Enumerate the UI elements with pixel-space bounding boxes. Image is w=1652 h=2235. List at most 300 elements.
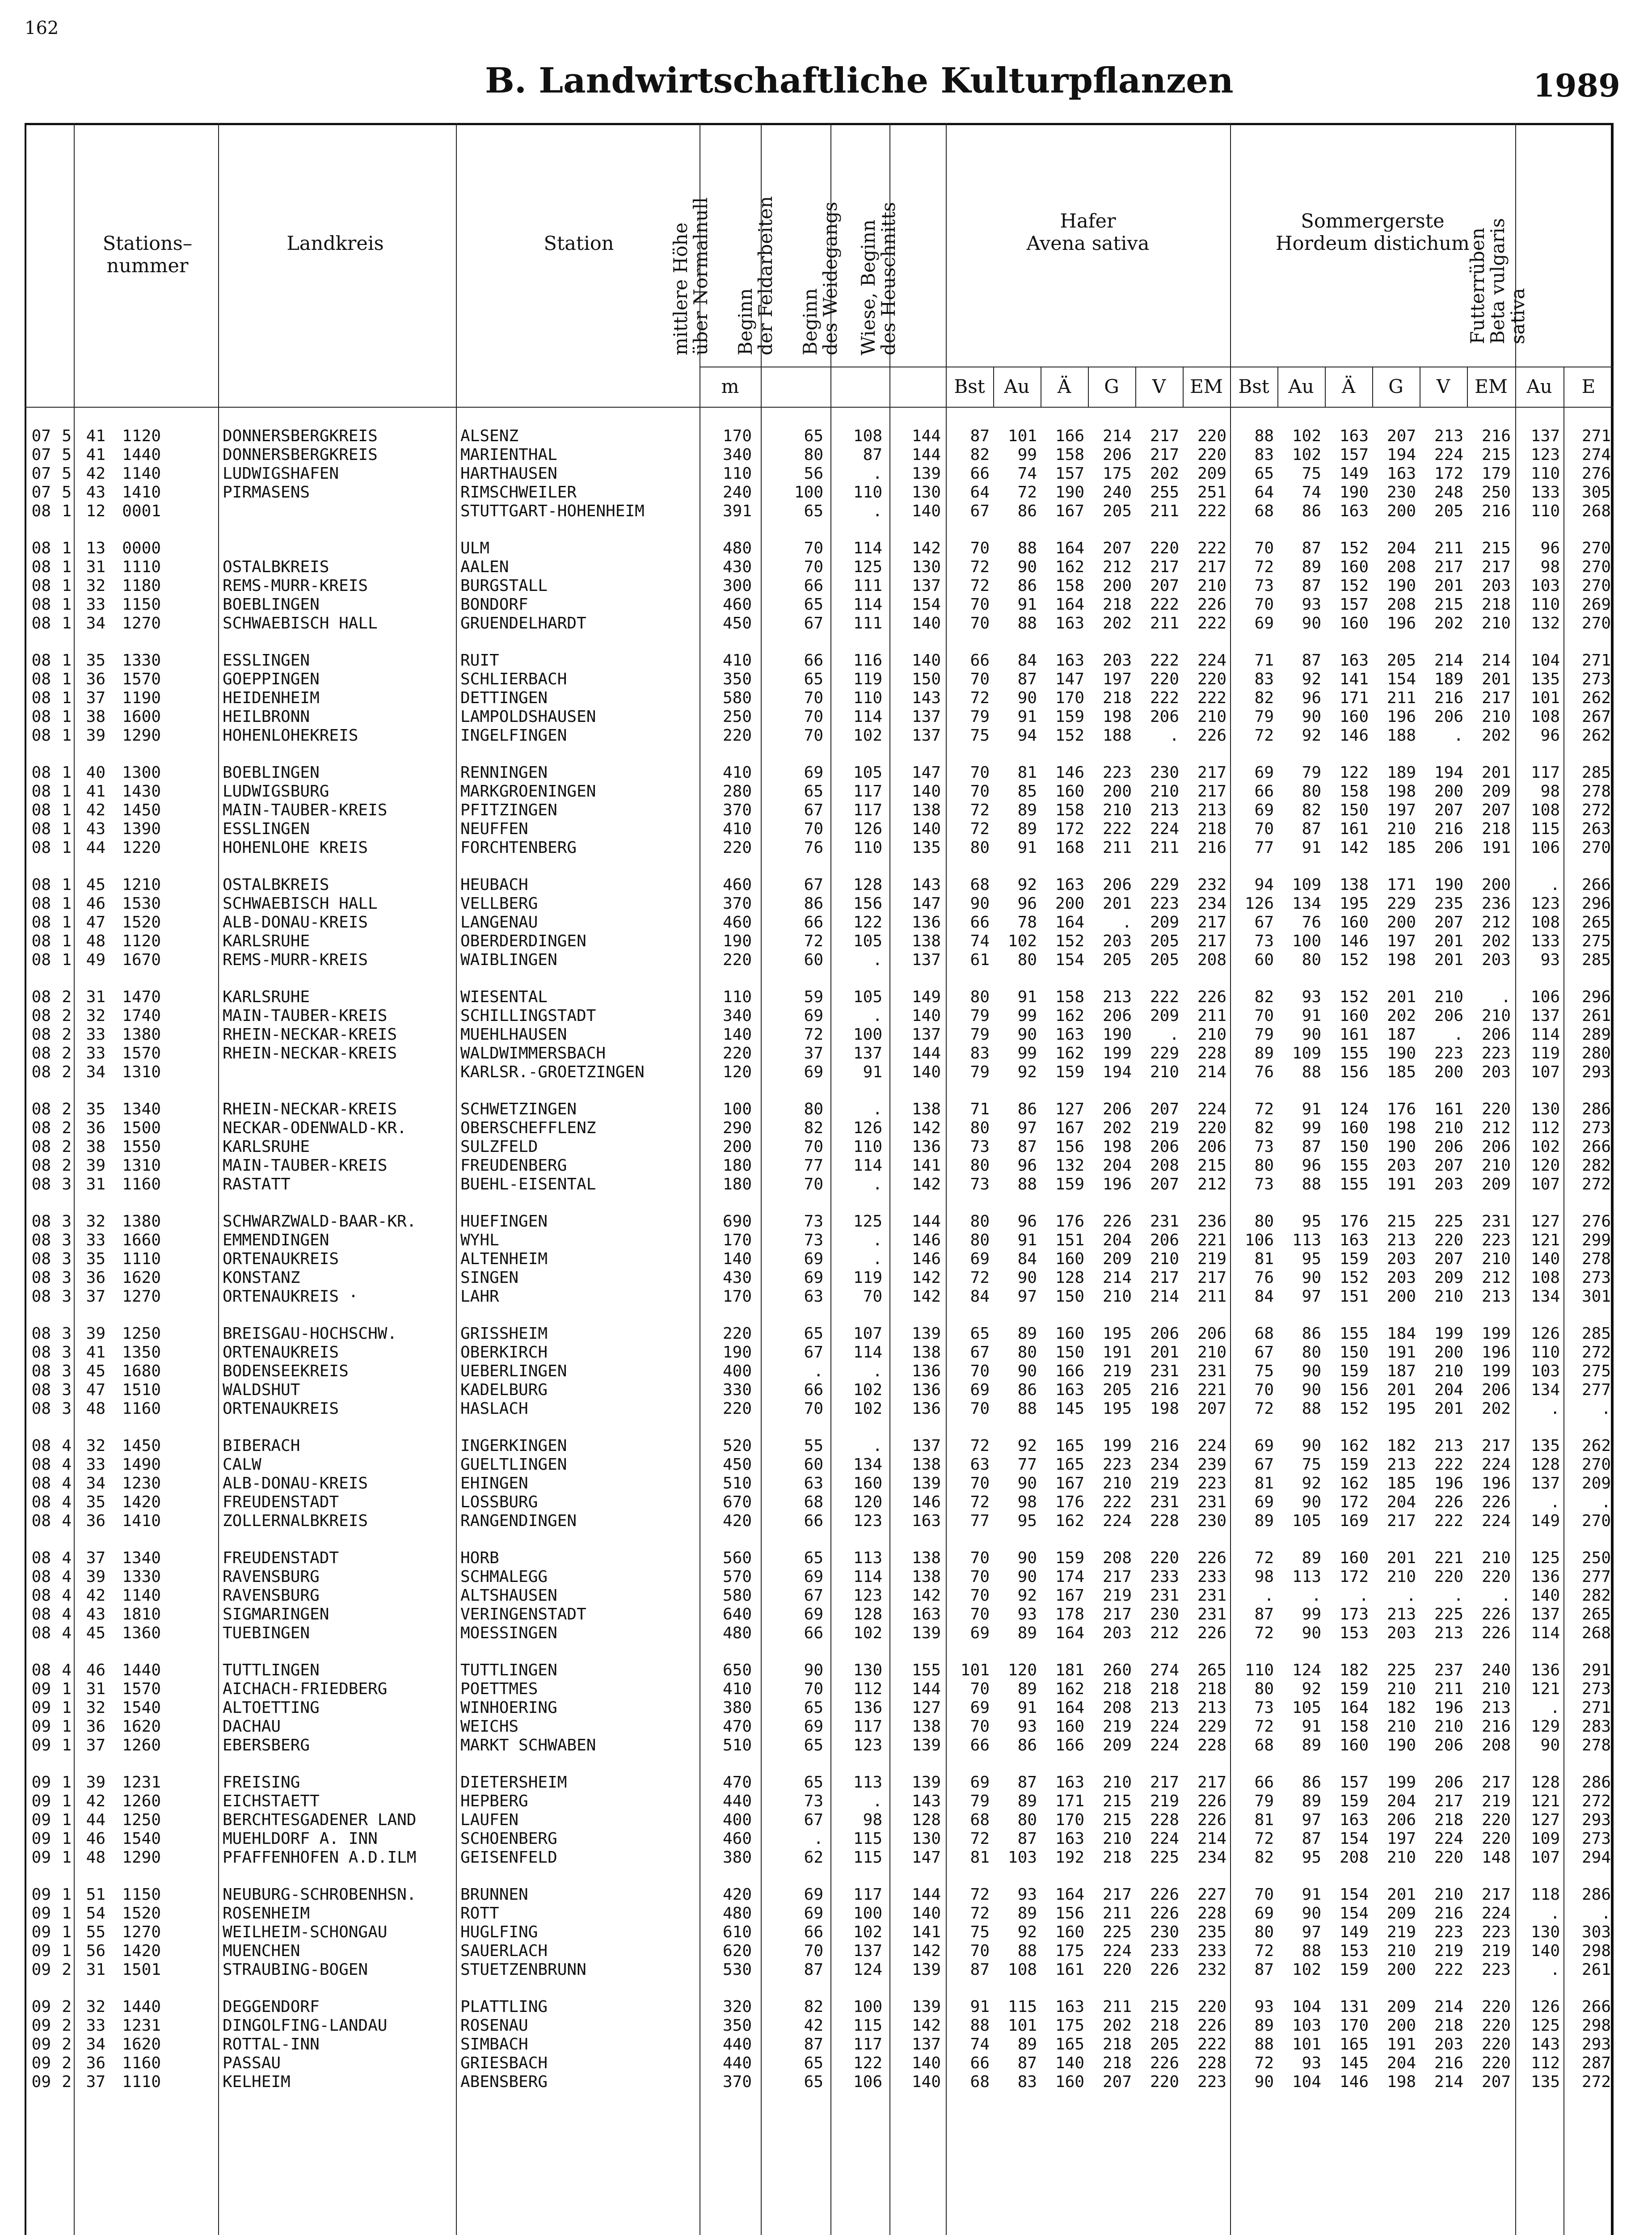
cell-hafer-ae: 146 — [1055, 763, 1084, 782]
cell-gerste-em: 206 — [1481, 1025, 1511, 1044]
cell-hafer-g: 210 — [1102, 1773, 1132, 1792]
cell-hafer-em: 216 — [1197, 839, 1226, 857]
cell-station: WEICHS — [460, 1717, 519, 1736]
cell-weidegang: 114 — [853, 595, 882, 614]
cell-hafer-g: 175 — [1102, 464, 1132, 483]
cell-gerste-bst: 79 — [1254, 1025, 1274, 1044]
cell-hafer-g: 217 — [1102, 1885, 1132, 1904]
cell-gerste-bst: 98 — [1254, 1568, 1274, 1586]
cell-landkreis: PASSAU — [223, 2054, 281, 2072]
cell-gerste-ae: 157 — [1339, 595, 1369, 614]
cell-gerste-g: 200 — [1386, 2016, 1416, 2035]
cell-hafer-bst: 80 — [970, 1119, 990, 1137]
cell-gerste-v: 210 — [1434, 988, 1463, 1006]
cell-hoehe: 220 — [722, 1324, 752, 1343]
cell-land-code: 08 — [31, 726, 51, 745]
cell-hafer-au: 81 — [1017, 763, 1037, 782]
cell-gerste-bst: 110 — [1244, 1661, 1274, 1679]
cell-heuschnitt: 147 — [911, 894, 941, 913]
cell-kreis-code: 33 — [86, 1231, 105, 1249]
cell-bezirk-code: 1 — [62, 651, 72, 670]
cell-gerste-g: 203 — [1386, 1269, 1416, 1287]
cell-gerste-g: 194 — [1386, 446, 1416, 464]
cell-rueben-e: 287 — [1581, 2054, 1611, 2072]
cell-feldarbeiten: 82 — [804, 1119, 823, 1137]
cell-rueben-e: 294 — [1581, 1848, 1611, 1867]
cell-hafer-au: 90 — [1017, 689, 1037, 707]
cell-station: TUTTLINGEN — [460, 1661, 557, 1679]
cell-hafer-em: 226 — [1197, 726, 1226, 745]
cell-station-nr: 1150 — [122, 595, 161, 614]
cell-hafer-g: 223 — [1102, 763, 1132, 782]
cell-landkreis: WALDSHUT — [223, 1381, 300, 1399]
cell-gerste-bst: 70 — [1254, 1885, 1274, 1904]
cell-hafer-bst: 75 — [970, 1923, 990, 1941]
cell-weidegang: . — [872, 1437, 882, 1455]
cell-gerste-bst: 79 — [1254, 708, 1274, 726]
table-row — [0, 1493, 1652, 1512]
cell-hafer-ae: 162 — [1055, 1044, 1084, 1063]
cell-gerste-au: 76 — [1302, 913, 1321, 932]
cell-hoehe: 530 — [722, 1961, 752, 1979]
cell-hafer-v: 206 — [1150, 1324, 1179, 1343]
cell-gerste-v: 224 — [1434, 446, 1463, 464]
cell-heuschnitt: 136 — [911, 1381, 941, 1399]
cell-land-code: 08 — [31, 1455, 51, 1474]
cell-land-code: 08 — [31, 1362, 51, 1380]
cell-station: OBERKIRCH — [460, 1343, 548, 1362]
cell-heuschnitt: 138 — [911, 801, 941, 819]
cell-hafer-au: 92 — [1017, 1437, 1037, 1455]
table-row — [0, 1661, 1652, 1680]
cell-bezirk-code: 1 — [62, 951, 72, 969]
cell-station-nr: 1380 — [122, 1025, 161, 1044]
cell-station-nr: 1330 — [122, 651, 161, 670]
cell-hafer-v: 207 — [1150, 577, 1179, 595]
cell-bezirk-code: 3 — [62, 1324, 72, 1343]
table-row — [0, 951, 1652, 970]
cell-heuschnitt: 137 — [911, 1025, 941, 1044]
cell-kreis-code: 12 — [86, 502, 105, 520]
cell-hafer-g: 196 — [1102, 1175, 1132, 1193]
cell-hafer-em: 231 — [1197, 1362, 1226, 1380]
cell-gerste-em: 214 — [1481, 651, 1511, 670]
cell-rueben-e: 262 — [1581, 1437, 1611, 1455]
cell-bezirk-code: 3 — [62, 1269, 72, 1287]
table-row — [0, 1287, 1652, 1306]
cell-gerste-bst: 64 — [1254, 483, 1274, 502]
cell-landkreis: ESSLINGEN — [223, 651, 310, 670]
cell-gerste-au: 86 — [1302, 502, 1321, 520]
table-row — [0, 1381, 1652, 1400]
cell-gerste-au: 95 — [1302, 1212, 1321, 1231]
cell-landkreis: RHEIN-NECKAR-KREIS — [223, 1100, 397, 1118]
cell-station: WALDWIMMERSBACH — [460, 1044, 606, 1063]
page-year: 1989 — [1533, 67, 1620, 104]
cell-gerste-bst: 60 — [1254, 951, 1274, 969]
cell-gerste-au: 90 — [1302, 1025, 1321, 1044]
cell-gerste-em: 203 — [1481, 1063, 1511, 1081]
cell-gerste-em: 209 — [1481, 1175, 1511, 1193]
cell-rueben-au: 125 — [1530, 1549, 1560, 1567]
cell-gerste-g: 217 — [1386, 1512, 1416, 1530]
cell-rueben-au: 143 — [1530, 2035, 1560, 2054]
cell-station: SCHILLINGSTADT — [460, 1007, 596, 1025]
cell-hafer-ae: 128 — [1055, 1269, 1084, 1287]
cell-station-nr: 1440 — [122, 1661, 161, 1679]
cell-bezirk-code: 1 — [62, 932, 72, 950]
cell-weidegang: 115 — [853, 1830, 882, 1848]
cell-hafer-bst: 70 — [970, 1568, 990, 1586]
cell-hafer-g: 219 — [1102, 1717, 1132, 1736]
cell-bezirk-code: 4 — [62, 1493, 72, 1511]
cell-rueben-au: 136 — [1530, 1568, 1560, 1586]
cell-bezirk-code: 2 — [62, 1007, 72, 1025]
cell-gerste-em: 210 — [1481, 1680, 1511, 1698]
table-row — [0, 1923, 1652, 1942]
cell-weidegang: 108 — [853, 427, 882, 445]
cell-gerste-g: 196 — [1386, 614, 1416, 633]
table-row — [0, 1156, 1652, 1175]
cell-gerste-ae: 150 — [1339, 1343, 1369, 1362]
cell-hafer-v: 229 — [1150, 876, 1179, 894]
cell-heuschnitt: 143 — [911, 1792, 941, 1810]
cell-land-code: 08 — [31, 1250, 51, 1268]
cell-hafer-v: 228 — [1150, 1811, 1179, 1829]
cell-gerste-g: 210 — [1386, 1568, 1416, 1586]
cell-gerste-bst: 90 — [1254, 2073, 1274, 2091]
cell-hoehe: 420 — [722, 1512, 752, 1530]
cell-hafer-bst: 72 — [970, 820, 990, 838]
cell-weidegang: 110 — [853, 483, 882, 502]
cell-hafer-au: 99 — [1017, 1007, 1037, 1025]
cell-feldarbeiten: 37 — [804, 1044, 823, 1063]
cell-station-nr: 1410 — [122, 483, 161, 502]
cell-land-code: 08 — [31, 820, 51, 838]
cell-kreis-code: 39 — [86, 726, 105, 745]
cell-feldarbeiten: 72 — [804, 932, 823, 950]
cell-heuschnitt: 128 — [911, 1811, 941, 1829]
cell-gerste-bst: 89 — [1254, 1512, 1274, 1530]
cell-bezirk-code: 3 — [62, 1362, 72, 1380]
cell-hafer-bst: 70 — [970, 1549, 990, 1567]
cell-hafer-g: 204 — [1102, 1156, 1132, 1175]
cell-rueben-au: 130 — [1530, 1923, 1560, 1941]
cell-weidegang: 137 — [853, 1942, 882, 1960]
cell-landkreis: HOHENLOHE KREIS — [223, 839, 368, 857]
cell-gerste-em: 210 — [1481, 614, 1511, 633]
cell-hafer-bst: 68 — [970, 876, 990, 894]
cell-landkreis: WEILHEIM-SCHONGAU — [223, 1923, 388, 1941]
cell-hafer-ae: 174 — [1055, 1568, 1084, 1586]
cell-weidegang: . — [872, 1175, 882, 1193]
cell-hafer-g: 224 — [1102, 1942, 1132, 1960]
cell-bezirk-code: 3 — [62, 1250, 72, 1268]
cell-land-code: 08 — [31, 1007, 51, 1025]
cell-landkreis: SIGMARINGEN — [223, 1605, 329, 1624]
cell-gerste-g: 197 — [1386, 932, 1416, 950]
table-row — [0, 1119, 1652, 1138]
cell-landkreis: BOEBLINGEN — [223, 763, 320, 782]
cell-hafer-g: 199 — [1102, 1437, 1132, 1455]
cell-heuschnitt: 140 — [911, 2073, 941, 2091]
cell-landkreis: ORTENAUKREIS · — [223, 1287, 358, 1306]
cell-feldarbeiten: . — [813, 1362, 823, 1380]
cell-hafer-em: 211 — [1197, 1287, 1226, 1306]
cell-kreis-code: 37 — [86, 1549, 105, 1567]
cell-hoehe: 480 — [722, 1624, 752, 1642]
cell-station-nr: 1290 — [122, 1848, 161, 1867]
cell-hafer-em: 222 — [1197, 502, 1226, 520]
cell-gerste-v: 216 — [1434, 2054, 1463, 2072]
cell-hafer-v: 218 — [1150, 1680, 1179, 1698]
cell-hafer-v: 211 — [1150, 502, 1179, 520]
cell-hafer-bst: 68 — [970, 2073, 990, 2091]
cell-hafer-em: 220 — [1197, 670, 1226, 688]
cell-gerste-bst: 83 — [1254, 670, 1274, 688]
cell-gerste-v: 200 — [1434, 1343, 1463, 1362]
cell-hafer-em: 235 — [1197, 1923, 1226, 1941]
cell-feldarbeiten: 65 — [804, 1549, 823, 1567]
unit-gerste-ae: Ä — [1341, 375, 1356, 397]
cell-gerste-bst: 72 — [1254, 1942, 1274, 1960]
cell-hafer-bst: 70 — [970, 1605, 990, 1624]
cell-gerste-em: 224 — [1481, 1904, 1511, 1923]
table-row — [0, 1998, 1652, 2016]
cell-gerste-em: 223 — [1481, 1044, 1511, 1063]
cell-gerste-em: 226 — [1481, 1493, 1511, 1511]
cell-station: STUTTGART-HOHENHEIM — [460, 502, 645, 520]
table-row — [0, 1400, 1652, 1418]
cell-hafer-au: 86 — [1017, 1100, 1037, 1118]
cell-weidegang: 117 — [853, 801, 882, 819]
cell-gerste-g: 210 — [1386, 1717, 1416, 1736]
cell-landkreis: RHEIN-NECKAR-KREIS — [223, 1044, 397, 1063]
cell-gerste-ae: 160 — [1339, 708, 1369, 726]
cell-hafer-em: 221 — [1197, 1381, 1226, 1399]
cell-station: MARIENTHAL — [460, 446, 557, 464]
cell-hoehe: 450 — [722, 614, 752, 633]
cell-rueben-au: 127 — [1530, 1212, 1560, 1231]
cell-feldarbeiten: 70 — [804, 1942, 823, 1960]
cell-gerste-ae: 155 — [1339, 1324, 1369, 1343]
cell-gerste-au: 87 — [1302, 577, 1321, 595]
cell-feldarbeiten: 66 — [804, 1923, 823, 1941]
cell-rueben-e: 274 — [1581, 446, 1611, 464]
cell-heuschnitt: 140 — [911, 782, 941, 801]
cell-rueben-e: 286 — [1581, 1773, 1611, 1792]
cell-bezirk-code: 1 — [62, 1942, 72, 1960]
cell-rueben-e: 270 — [1581, 1512, 1611, 1530]
cell-gerste-bst: 89 — [1254, 1044, 1274, 1063]
cell-station: KARLSR.-GROETZINGEN — [460, 1063, 645, 1081]
cell-land-code: 08 — [31, 1324, 51, 1343]
cell-landkreis: GOEPPINGEN — [223, 670, 320, 688]
cell-bezirk-code: 4 — [62, 1437, 72, 1455]
table-row — [0, 1007, 1652, 1025]
cell-hafer-au: 88 — [1017, 1175, 1037, 1193]
cell-kreis-code: 32 — [86, 1437, 105, 1455]
cell-kreis-code: 37 — [86, 2073, 105, 2091]
cell-station: BURGSTALL — [460, 577, 548, 595]
cell-gerste-ae: 176 — [1339, 1212, 1369, 1231]
cell-heuschnitt: 140 — [911, 2054, 941, 2072]
cell-kreis-code: 39 — [86, 1773, 105, 1792]
cell-kreis-code: 42 — [86, 1792, 105, 1810]
cell-gerste-v: 207 — [1434, 1250, 1463, 1268]
cell-rueben-e: 273 — [1581, 1269, 1611, 1287]
cell-hafer-g: 200 — [1102, 782, 1132, 801]
cell-station-nr: 1250 — [122, 1324, 161, 1343]
cell-feldarbeiten: 70 — [804, 1175, 823, 1193]
cell-landkreis: ALTOETTING — [223, 1699, 320, 1717]
cell-hafer-bst: 72 — [970, 1830, 990, 1848]
cell-hafer-em: 217 — [1197, 558, 1226, 576]
cell-hafer-ae: 160 — [1055, 2073, 1084, 2091]
cell-station-nr: 1501 — [122, 1961, 161, 1979]
cell-hafer-g: 219 — [1102, 1586, 1132, 1605]
cell-heuschnitt: 147 — [911, 1848, 941, 1867]
cell-gerste-au: 92 — [1302, 670, 1321, 688]
cell-gerste-em: 209 — [1481, 782, 1511, 801]
cell-weidegang: 117 — [853, 2035, 882, 2054]
cell-gerste-g: 208 — [1386, 595, 1416, 614]
cell-bezirk-code: 1 — [62, 708, 72, 726]
cell-gerste-g: 199 — [1386, 1773, 1416, 1792]
table-row — [0, 1549, 1652, 1568]
cell-landkreis: REMS-MURR-KREIS — [223, 577, 368, 595]
cell-hafer-au: 93 — [1017, 1605, 1037, 1624]
cell-gerste-ae: 152 — [1339, 951, 1369, 969]
cell-hafer-g: 203 — [1102, 932, 1132, 950]
cell-gerste-v: 216 — [1434, 1904, 1463, 1923]
unit-gerste-au: Au — [1288, 375, 1314, 397]
cell-kreis-code: 13 — [86, 539, 105, 557]
cell-rueben-e: . — [1601, 1400, 1611, 1418]
cell-kreis-code: 38 — [86, 708, 105, 726]
cell-hafer-g: 218 — [1102, 689, 1132, 707]
cell-hafer-v: 222 — [1150, 689, 1179, 707]
cell-hafer-v: 231 — [1150, 1493, 1179, 1511]
cell-gerste-au: 105 — [1292, 1512, 1321, 1530]
cell-feldarbeiten: 66 — [804, 1624, 823, 1642]
cell-hoehe: 670 — [722, 1493, 752, 1511]
cell-gerste-em: 217 — [1481, 1437, 1511, 1455]
cell-rueben-e: 272 — [1581, 1343, 1611, 1362]
cell-hafer-ae: 166 — [1055, 1736, 1084, 1754]
cell-hafer-g: 202 — [1102, 1119, 1132, 1137]
cell-rueben-au: 135 — [1530, 2073, 1560, 2091]
cell-gerste-g: 197 — [1386, 801, 1416, 819]
cell-landkreis: SCHWARZWALD-BAAR-KR. — [223, 1212, 417, 1231]
cell-feldarbeiten: 68 — [804, 1493, 823, 1511]
cell-hafer-em: 220 — [1197, 1998, 1226, 2016]
cell-station-nr: 1340 — [122, 1549, 161, 1567]
cell-hafer-ae: 159 — [1055, 1063, 1084, 1081]
cell-gerste-au: 97 — [1302, 1811, 1321, 1829]
cell-station-nr: 1190 — [122, 689, 161, 707]
cell-feldarbeiten: 65 — [804, 2054, 823, 2072]
cell-gerste-au: 87 — [1302, 539, 1321, 557]
cell-feldarbeiten: 55 — [804, 1437, 823, 1455]
cell-hafer-au: 88 — [1017, 539, 1037, 557]
cell-hafer-em: 220 — [1197, 446, 1226, 464]
cell-gerste-em: 212 — [1481, 913, 1511, 932]
cell-gerste-em: 236 — [1481, 894, 1511, 913]
cell-bezirk-code: 1 — [62, 1811, 72, 1829]
cell-hafer-em: 234 — [1197, 1848, 1226, 1867]
cell-hafer-au: 99 — [1017, 1044, 1037, 1063]
cell-hafer-v: 213 — [1150, 1699, 1179, 1717]
cell-weidegang: 106 — [853, 2073, 882, 2091]
cell-kreis-code: 37 — [86, 689, 105, 707]
cell-gerste-g: 213 — [1386, 1605, 1416, 1624]
cell-hafer-v: 198 — [1150, 1400, 1179, 1418]
cell-hafer-bst: 73 — [970, 1138, 990, 1156]
cell-kreis-code: 49 — [86, 951, 105, 969]
cell-kreis-code: 33 — [86, 595, 105, 614]
cell-hafer-ae: 170 — [1055, 689, 1084, 707]
cell-gerste-ae: 164 — [1339, 1699, 1369, 1717]
cell-gerste-em: 203 — [1481, 577, 1511, 595]
cell-hafer-em: 207 — [1197, 1400, 1226, 1418]
unit-hafer-ae: Ä — [1057, 375, 1071, 397]
cell-gerste-bst: 93 — [1254, 1998, 1274, 2016]
cell-hafer-g: 222 — [1102, 820, 1132, 838]
cell-hafer-v: 217 — [1150, 446, 1179, 464]
cell-land-code: 08 — [31, 1549, 51, 1567]
cell-station-nr: 1670 — [122, 951, 161, 969]
cell-hafer-ae: 157 — [1055, 464, 1084, 483]
cell-hafer-au: 102 — [1007, 932, 1037, 950]
cell-gerste-ae: 152 — [1339, 577, 1369, 595]
cell-gerste-g: 213 — [1386, 1231, 1416, 1249]
cell-bezirk-code: 1 — [62, 913, 72, 932]
cell-hafer-au: 91 — [1017, 1699, 1037, 1717]
cell-hafer-au: 91 — [1017, 839, 1037, 857]
cell-rueben-au: 96 — [1540, 539, 1560, 557]
cell-gerste-bst: . — [1264, 1586, 1274, 1605]
cell-weidegang: . — [872, 1362, 882, 1380]
cell-rueben-au: 107 — [1530, 1848, 1560, 1867]
cell-gerste-v: 199 — [1434, 1324, 1463, 1343]
cell-kreis-code: 32 — [86, 577, 105, 595]
cell-land-code: 08 — [31, 1512, 51, 1530]
cell-heuschnitt: 140 — [911, 1904, 941, 1923]
cell-rueben-e: 277 — [1581, 1381, 1611, 1399]
cell-station: MUEHLHAUSEN — [460, 1025, 567, 1044]
cell-gerste-v: 206 — [1434, 708, 1463, 726]
cell-hafer-g: 191 — [1102, 1343, 1132, 1362]
cell-hafer-v: 231 — [1150, 1362, 1179, 1380]
cell-gerste-bst: 80 — [1254, 1923, 1274, 1941]
cell-gerste-ae: 165 — [1339, 2035, 1369, 2054]
cell-hafer-em: 228 — [1197, 2054, 1226, 2072]
cell-gerste-em: 223 — [1481, 1923, 1511, 1941]
cell-heuschnitt: 144 — [911, 1680, 941, 1698]
cell-gerste-em: 179 — [1481, 464, 1511, 483]
cell-bezirk-code: 1 — [62, 1923, 72, 1941]
cell-kreis-code: 42 — [86, 464, 105, 483]
cell-bezirk-code: 1 — [62, 782, 72, 801]
cell-kreis-code: 41 — [86, 446, 105, 464]
table-row — [0, 1138, 1652, 1156]
cell-hafer-au: 72 — [1017, 483, 1037, 502]
cell-gerste-em: 224 — [1481, 1455, 1511, 1474]
cell-heuschnitt: 140 — [911, 502, 941, 520]
cell-gerste-g: 203 — [1386, 1250, 1416, 1268]
cell-gerste-ae: 156 — [1339, 1381, 1369, 1399]
